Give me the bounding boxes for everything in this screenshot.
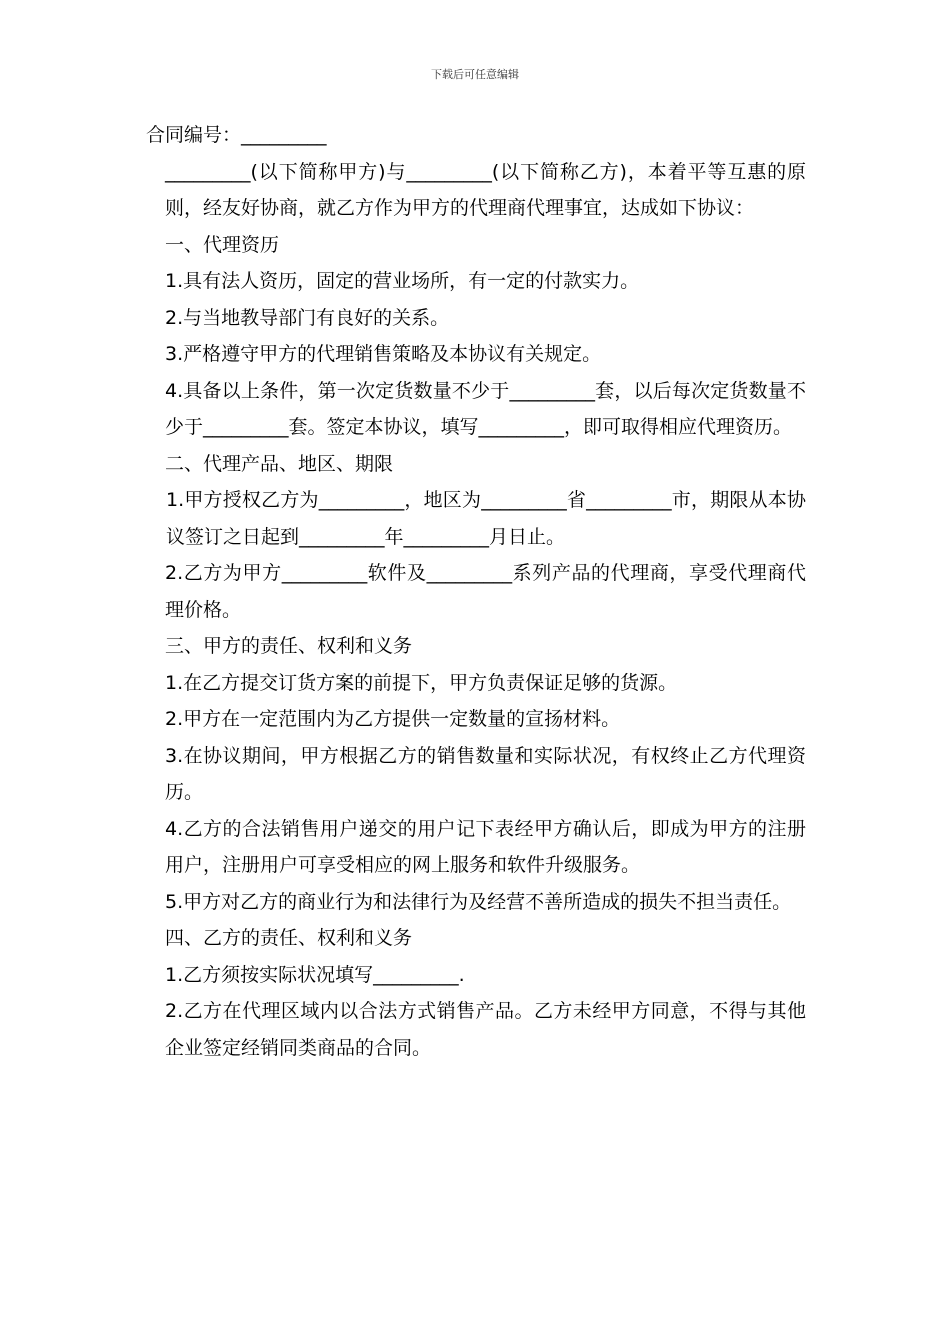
clause-1-3: 3.严格遵守甲方的代理销售策略及本协议有关规定。: [165, 343, 602, 365]
clause-1-1: 1.具有法人资历，固定的营业场所，有一定的付款实力。: [165, 270, 640, 292]
page-header-note: 下载后可任意编辑: [431, 68, 519, 81]
section-heading-1: 一、代理资历: [165, 233, 280, 256]
clause-3-5: 5.甲方对乙方的商业行为和法律行为及经营不善所造成的损失不担当责任。: [165, 890, 792, 913]
clause-1-2: 2.与当地教导部门有良好的关系。: [165, 306, 450, 329]
clause-1-4: 4.具备以上条件，第一次定货数量不少于_________套，以后每次定货数量不少于_________套。签定本协议，填写_________，即可取得相应代理资历。: [165, 379, 806, 438]
clause-3-3: 3.在协议期间，甲方根据乙方的销售数量和实际状况，有权终止乙方代理资历。: [165, 744, 806, 803]
clause-3-4: 4.乙方的合法销售用户递交的用户记下表经甲方确认后，即成为甲方的注册用户，注册用户可享受相应的网上服务和软件升级服务。: [165, 817, 806, 876]
contract-body: [146, 117, 806, 1066]
clause-2-1: 1.甲方授权乙方为_________，地区为_________省_________市，期限从本协议签订之日起到_________年_________月日止。: [166, 489, 806, 548]
clause-4-1: 1.乙方须按实际状况填写_________.: [165, 963, 465, 986]
section-heading-3: 三、甲方的责任、权利和义务: [165, 635, 413, 657]
clause-3-2: 2.甲方在一定范围内为乙方提供一定数量的宣扬材料。: [165, 708, 621, 730]
section-heading-4: 四、乙方的责任、权利和义务: [165, 927, 413, 949]
contract-preamble: _________(以下简称甲方)与_________(以下简称乙方)，本着平等互惠的原则，经友好协商，就乙方作为甲方的代理商代理事宜，达成如下协议：: [165, 160, 806, 219]
contract-number-line: 合同编号：_________: [146, 124, 327, 146]
section-heading-2: 二、代理产品、地区、期限: [165, 452, 394, 475]
clause-2-2: 2.乙方为甲方_________软件及_________系列产品的代理商，享受代理商代理价格。: [165, 562, 806, 621]
clause-3-1: 1.在乙方提交订货方案的前提下，甲方负责保证足够的货源。: [165, 671, 678, 694]
clause-4-2: 2.乙方在代理区域内以合法方式销售产品。乙方未经甲方同意，不得与其他企业签定经销同类商品的合同。: [165, 1000, 806, 1059]
